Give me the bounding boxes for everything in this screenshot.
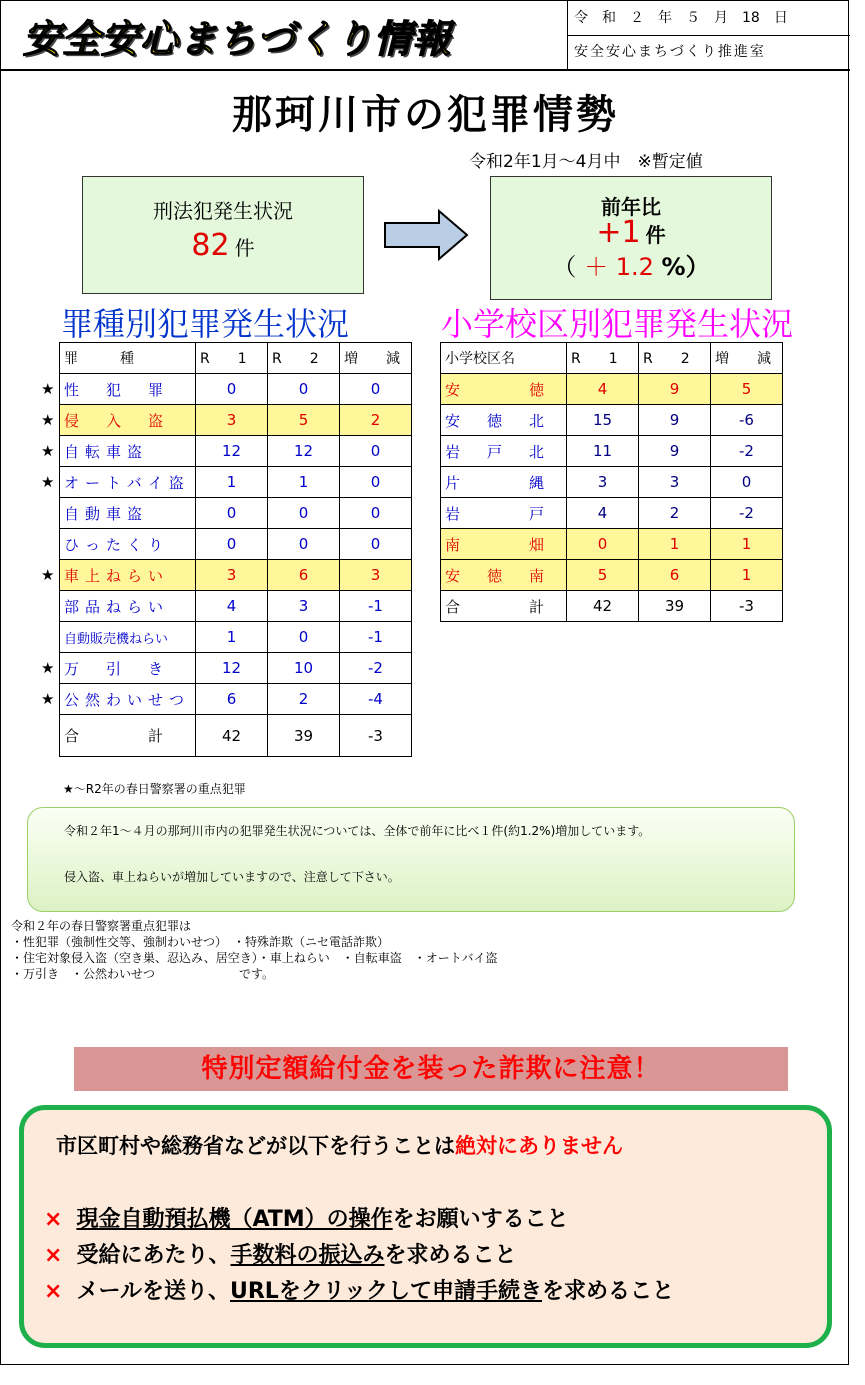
r2-value: 12 bbox=[268, 436, 340, 467]
r2-value: 0 bbox=[268, 622, 340, 653]
table-row bbox=[60, 498, 412, 529]
r2-value: 5 bbox=[268, 405, 340, 436]
r2-value: 9 bbox=[639, 374, 711, 405]
district-cell: 安 徳 南 bbox=[441, 560, 567, 591]
district-cell: 安 徳 bbox=[441, 374, 567, 405]
r2-value: 3 bbox=[268, 591, 340, 622]
warning-item2-text1: 受給にあたり、 bbox=[76, 1243, 231, 1268]
diff-value: -2 bbox=[711, 436, 783, 467]
table-row bbox=[60, 374, 412, 405]
diff-value: 0 bbox=[340, 374, 412, 405]
warning-item3-text1: メールを送り、 bbox=[76, 1279, 230, 1304]
district-cell: 安 徳 北 bbox=[441, 405, 567, 436]
diff-value: 0 bbox=[340, 467, 412, 498]
r1-value: 11 bbox=[567, 436, 639, 467]
table-header-row bbox=[60, 343, 412, 374]
district-cell: 岩 戸 北 bbox=[441, 436, 567, 467]
diff-value: 3 bbox=[340, 560, 412, 591]
diff-value: -1 bbox=[340, 591, 412, 622]
col-header-district: 小学校区名 bbox=[441, 343, 567, 374]
r2-value: 3 bbox=[639, 467, 711, 498]
r2-value: 0 bbox=[268, 529, 340, 560]
r2-value: 2 bbox=[639, 498, 711, 529]
cross-icon: × bbox=[44, 1207, 63, 1232]
table-row bbox=[60, 591, 412, 622]
star-icon: ★ bbox=[41, 690, 55, 708]
crime-type-title: 罪種別犯罪発生状況 bbox=[61, 305, 350, 343]
table-row bbox=[441, 374, 783, 405]
crime-type-cell: ひったくり bbox=[60, 529, 196, 560]
district-cell: 岩 戸 bbox=[441, 498, 567, 529]
diff-value: 0 bbox=[340, 436, 412, 467]
diff-value: 2 bbox=[340, 405, 412, 436]
r1-value: 0 bbox=[196, 374, 268, 405]
col-header-r1: R 1 bbox=[567, 343, 639, 374]
summary-message-line1: 令和２年1～４月の那珂川市内の犯罪発生状況については、全体で前年に比べ１件(約1.2%)増加しています。 bbox=[64, 824, 651, 838]
r1-value: 12 bbox=[196, 653, 268, 684]
crime-type-cell: 万 引 き bbox=[60, 653, 196, 684]
total-crime-count: 82 bbox=[191, 228, 230, 263]
r2-value: 9 bbox=[639, 405, 711, 436]
star-icon: ★ bbox=[41, 566, 55, 584]
district-cell: 合 計 bbox=[441, 591, 567, 622]
r2-value: 2 bbox=[268, 684, 340, 715]
header-title: 安全安心まちづくり情報 bbox=[23, 17, 452, 61]
star-icon: ★ bbox=[41, 380, 55, 398]
table-row bbox=[441, 529, 783, 560]
publisher-office: 安全安心まちづくり推進室 bbox=[574, 44, 766, 60]
r1-value: 3 bbox=[196, 405, 268, 436]
r1-value: 3 bbox=[196, 560, 268, 591]
r1-value: 4 bbox=[567, 498, 639, 529]
diff-value: -2 bbox=[711, 498, 783, 529]
col-header-type: 罪 種 bbox=[60, 343, 196, 374]
r2-value: 39 bbox=[268, 715, 340, 757]
crime-type-table bbox=[59, 342, 412, 757]
focus-crimes-line1: 令和２年の春日警察署重点犯罪は bbox=[11, 919, 192, 933]
table-row bbox=[441, 591, 783, 622]
table-row bbox=[60, 684, 412, 715]
cross-icon: × bbox=[44, 1279, 63, 1304]
star-icon: ★ bbox=[41, 659, 55, 677]
table-row bbox=[60, 622, 412, 653]
comparison-label: 前年比 bbox=[601, 195, 661, 219]
total-crime-unit: 件 bbox=[234, 236, 255, 260]
r1-value: 5 bbox=[567, 560, 639, 591]
table-row bbox=[441, 405, 783, 436]
r2-value: 6 bbox=[268, 560, 340, 591]
crime-type-cell: オートバイ盗 bbox=[60, 467, 196, 498]
header-logo bbox=[1, 1, 567, 71]
focus-crimes-line4: ・万引き ・公然わいせつ です。 bbox=[11, 967, 275, 981]
fraud-warning-box bbox=[19, 1105, 832, 1348]
district-cell: 片 縄 bbox=[441, 467, 567, 498]
warning-item1-underline: 現金自動預払機（ATM）の操作 bbox=[76, 1207, 393, 1232]
focus-crimes-line3: ・住宅対象侵入盗（空き巣、忍込み、居空き）・車上ねらい ・自転車盗 ・オートバイ盗 bbox=[11, 951, 498, 965]
crime-type-cell: 部品ねらい bbox=[60, 591, 196, 622]
col-header-diff: 増 減 bbox=[711, 343, 783, 374]
table-header-row bbox=[441, 343, 783, 374]
warning-item-url bbox=[44, 1274, 674, 1305]
r1-value: 1 bbox=[196, 467, 268, 498]
diff-value: 1 bbox=[711, 529, 783, 560]
table-row bbox=[441, 436, 783, 467]
r2-value: 39 bbox=[639, 591, 711, 622]
warning-item-fee bbox=[44, 1238, 516, 1269]
warning-item1-text: をお願いすること bbox=[392, 1207, 569, 1232]
diff-value: -3 bbox=[711, 591, 783, 622]
pct-close: %） bbox=[661, 253, 710, 281]
r2-value: 10 bbox=[268, 653, 340, 684]
crime-type-cell: 自動販売機ねらい bbox=[60, 622, 196, 653]
focus-crimes-line2: ・性犯罪（強制性交等、強制わいせつ） ・特殊詐欺（ニセ電話詐欺） bbox=[11, 935, 390, 949]
total-crime-box bbox=[82, 176, 364, 294]
warning-item3-underline: URLをクリックして申請手続き bbox=[230, 1279, 542, 1304]
summary-message-box bbox=[27, 807, 795, 912]
table-row bbox=[60, 715, 412, 757]
crime-type-cell: 自動車盗 bbox=[60, 498, 196, 529]
r1-value: 4 bbox=[567, 374, 639, 405]
col-header-r2: R 2 bbox=[639, 343, 711, 374]
header-info-box bbox=[567, 1, 850, 71]
crime-type-cell: 侵 入 盗 bbox=[60, 405, 196, 436]
r1-value: 0 bbox=[567, 529, 639, 560]
diff-value: -2 bbox=[340, 653, 412, 684]
warning-head-prefix: 市区町村や総務省などが以下を行うことは bbox=[56, 1134, 455, 1158]
issue-date: 令 和 ２ 年 ５ 月 18 日 bbox=[568, 1, 850, 36]
table-row bbox=[60, 436, 412, 467]
total-crime-label: 刑法犯発生状況 bbox=[153, 199, 293, 223]
r1-value: 0 bbox=[196, 498, 268, 529]
col-header-r1: R 1 bbox=[196, 343, 268, 374]
focus-crimes-list bbox=[11, 918, 497, 982]
comparison-box bbox=[490, 176, 772, 300]
diff-value: -1 bbox=[340, 622, 412, 653]
r1-value: 6 bbox=[196, 684, 268, 715]
r2-value: 0 bbox=[268, 374, 340, 405]
crime-type-cell: 自転車盗 bbox=[60, 436, 196, 467]
r1-value: 12 bbox=[196, 436, 268, 467]
table-row bbox=[60, 529, 412, 560]
focus-crime-note: ★～R2年の春日警察署の重点犯罪 bbox=[63, 782, 246, 796]
r2-value: 1 bbox=[268, 467, 340, 498]
crime-type-cell: 合 計 bbox=[60, 715, 196, 757]
diff-value: 0 bbox=[711, 467, 783, 498]
right-arrow-icon bbox=[383, 209, 471, 261]
warning-head-emphasis: 絶対にありません bbox=[455, 1134, 623, 1158]
r2-value: 9 bbox=[639, 436, 711, 467]
crime-type-cell: 車上ねらい bbox=[60, 560, 196, 591]
warning-item3-text2: を求めること bbox=[541, 1279, 674, 1304]
r1-value: 0 bbox=[196, 529, 268, 560]
r1-value: 42 bbox=[196, 715, 268, 757]
star-icon: ★ bbox=[41, 442, 55, 460]
r1-value: 15 bbox=[567, 405, 639, 436]
star-icon: ★ bbox=[41, 473, 55, 491]
table-row bbox=[441, 560, 783, 591]
pct-value: 1.2 bbox=[615, 253, 654, 281]
diff-value: 1 bbox=[711, 560, 783, 591]
fraud-warning-heading bbox=[56, 1130, 623, 1160]
period-note: 令和2年1月～4月中 ※暫定値 bbox=[469, 152, 703, 172]
warning-item-atm bbox=[44, 1202, 569, 1233]
district-cell: 南 畑 bbox=[441, 529, 567, 560]
fraud-warning-banner: 特別定額給付金を装った詐欺に注意！ bbox=[74, 1047, 788, 1091]
r2-value: 6 bbox=[639, 560, 711, 591]
col-header-r2: R 2 bbox=[268, 343, 340, 374]
r2-value: 1 bbox=[639, 529, 711, 560]
table-row bbox=[441, 498, 783, 529]
warning-item2-underline: 手数料の振込み bbox=[230, 1243, 385, 1268]
table-row bbox=[60, 560, 412, 591]
diff-value: -6 bbox=[711, 405, 783, 436]
comparison-delta: +1 bbox=[596, 215, 641, 250]
star-icon: ★ bbox=[41, 411, 55, 429]
diff-value: 0 bbox=[340, 529, 412, 560]
diff-value: -4 bbox=[340, 684, 412, 715]
r1-value: 1 bbox=[196, 622, 268, 653]
school-district-table bbox=[440, 342, 783, 622]
pct-sign: ＋ bbox=[584, 253, 609, 281]
crime-type-cell: 性 犯 罪 bbox=[60, 374, 196, 405]
r1-value: 42 bbox=[567, 591, 639, 622]
r1-value: 4 bbox=[196, 591, 268, 622]
diff-value: 5 bbox=[711, 374, 783, 405]
table-row bbox=[441, 467, 783, 498]
warning-item2-text2: を求めること bbox=[384, 1243, 517, 1268]
diff-value: -3 bbox=[340, 715, 412, 757]
page-title: 那珂川市の犯罪情勢 bbox=[232, 92, 619, 138]
r1-value: 3 bbox=[567, 467, 639, 498]
r2-value: 0 bbox=[268, 498, 340, 529]
school-district-title: 小学校区別犯罪発生状況 bbox=[441, 305, 794, 343]
pct-open: （ bbox=[552, 253, 577, 281]
table-row bbox=[60, 467, 412, 498]
cross-icon: × bbox=[44, 1243, 63, 1268]
table-row bbox=[60, 405, 412, 436]
table-row bbox=[60, 653, 412, 684]
crime-type-cell: 公然わいせつ bbox=[60, 684, 196, 715]
comparison-unit: 件 bbox=[645, 223, 666, 247]
diff-value: 0 bbox=[340, 498, 412, 529]
summary-message-line2: 侵入盗、車上ねらいが増加していますので、注意して下さい。 bbox=[64, 870, 400, 884]
col-header-diff: 増 減 bbox=[340, 343, 412, 374]
